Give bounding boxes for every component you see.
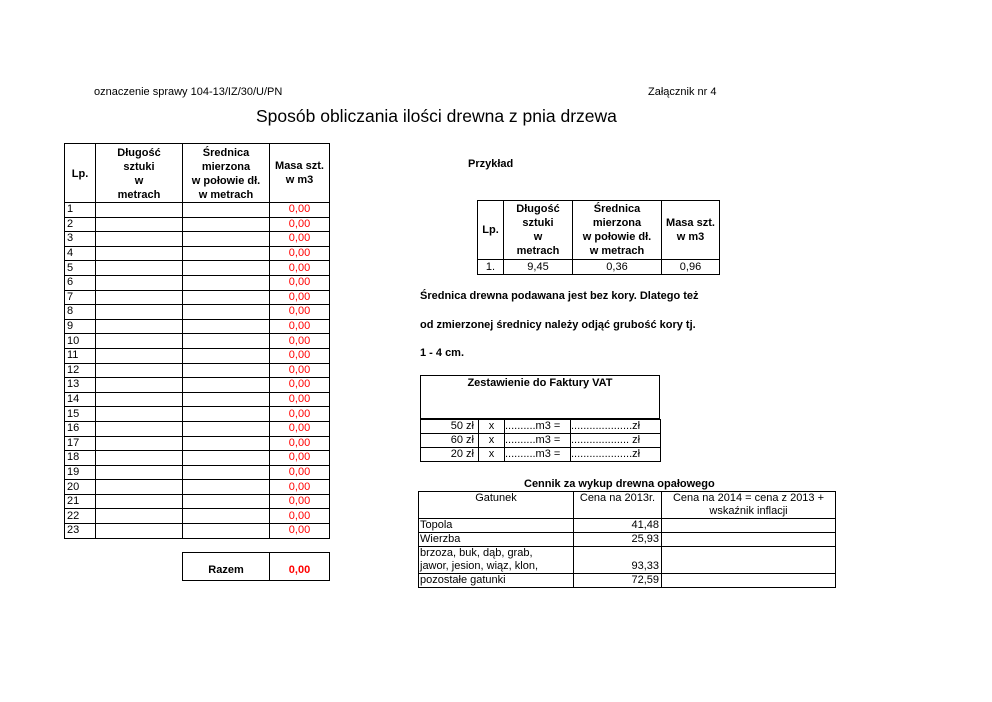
row-lp: 13 [65,378,96,393]
row-mass: 0,00 [270,319,330,334]
row-mass: 0,00 [270,451,330,466]
table-row [65,290,330,305]
price-header-2014: Cena na 2014 = cena z 2013 + wskaźnik inflacji [662,492,836,519]
row-length-cell[interactable] [96,246,183,261]
row-diameter-cell[interactable] [183,334,270,349]
row-lp: 2 [65,217,96,232]
vat-row [421,448,661,462]
example-header-diameter: Średnica mierzona w połowie dł. w metrach [573,201,662,260]
table-row [65,407,330,422]
note-line-2: od zmierzonej średnicy należy odjąć grubość kory tj. [420,319,696,331]
price-2014[interactable] [662,547,836,574]
price-row [419,574,836,588]
row-lp: 12 [65,363,96,378]
table-row [65,465,330,480]
vat-x: x [479,420,505,434]
row-length-cell[interactable] [96,465,183,480]
row-length-cell[interactable] [96,348,183,363]
price-2013: 41,48 [574,519,662,533]
row-mass: 0,00 [270,217,330,232]
row-length-cell[interactable] [96,334,183,349]
row-lp: 6 [65,275,96,290]
row-diameter-cell[interactable] [183,451,270,466]
row-diameter-cell[interactable] [183,203,270,218]
table-row [65,451,330,466]
row-length-cell[interactable] [96,524,183,539]
header-length: Długość sztuki w metrach [96,144,183,203]
total-label: Razem [183,553,270,581]
example-table [477,200,720,275]
vat-x: x [479,448,505,462]
row-diameter-cell[interactable] [183,392,270,407]
row-diameter-cell[interactable] [183,217,270,232]
row-lp: 20 [65,480,96,495]
row-mass: 0,00 [270,305,330,320]
example-mass: 0,96 [662,260,720,275]
example-label: Przykład [468,158,514,170]
price-list-title: Cennik za wykup drewna opałowego [524,478,715,490]
table-row [65,378,330,393]
vat-x: x [479,434,505,448]
vat-value[interactable]: ....................zł [571,420,661,434]
row-length-cell[interactable] [96,217,183,232]
attachment-label: Załącznik nr 4 [648,86,717,98]
table-row [65,217,330,232]
row-mass: 0,00 [270,407,330,422]
row-mass: 0,00 [270,465,330,480]
row-lp: 19 [65,465,96,480]
row-lp: 11 [65,348,96,363]
row-mass: 0,00 [270,363,330,378]
total-value: 0,00 [270,553,330,581]
row-diameter-cell[interactable] [183,436,270,451]
main-table [64,143,330,539]
row-length-cell[interactable] [96,480,183,495]
note-line-1: Średnica drewna podawana jest bez kory. Dlatego też [420,290,699,302]
row-diameter-cell[interactable] [183,524,270,539]
row-length-cell[interactable] [96,319,183,334]
table-row [65,232,330,247]
table-row [65,275,330,290]
row-diameter-cell[interactable] [183,232,270,247]
example-header-length: Długość sztuki w metrach [504,201,573,260]
row-mass: 0,00 [270,392,330,407]
row-length-cell[interactable] [96,509,183,524]
row-lp: 23 [65,524,96,539]
row-diameter-cell[interactable] [183,275,270,290]
vat-price: 50 zł [421,420,479,434]
row-mass: 0,00 [270,334,330,349]
row-diameter-cell[interactable] [183,290,270,305]
row-length-cell[interactable] [96,232,183,247]
row-lp: 4 [65,246,96,261]
row-lp: 10 [65,334,96,349]
price-2013: 93,33 [574,547,662,574]
row-lp: 16 [65,421,96,436]
price-2014[interactable] [662,574,836,588]
table-row [65,261,330,276]
row-length-cell[interactable] [96,392,183,407]
example-header-lp: Lp. [478,201,504,260]
table-row [65,436,330,451]
row-diameter-cell[interactable] [183,305,270,320]
row-length-cell[interactable] [96,421,183,436]
row-diameter-cell[interactable] [183,246,270,261]
row-mass: 0,00 [270,436,330,451]
table-row [65,524,330,539]
row-lp: 15 [65,407,96,422]
price-row [419,547,836,574]
row-mass: 0,00 [270,509,330,524]
table-row [65,480,330,495]
row-mass: 0,00 [270,246,330,261]
row-length-cell[interactable] [96,494,183,509]
row-diameter-cell[interactable] [183,407,270,422]
row-lp: 17 [65,436,96,451]
case-reference: oznaczenie sprawy 104-13/IZ/30/U/PN [94,86,283,98]
header-diameter: Średnica mierzona w połowie dł. w metrach [183,144,270,203]
row-lp: 3 [65,232,96,247]
vat-value[interactable]: ................... zł [571,434,661,448]
price-header-2013: Cena na 2013r. [574,492,662,519]
row-diameter-cell[interactable] [183,421,270,436]
header-lp: Lp. [65,144,96,203]
vat-m3[interactable]: ..........m3 = [505,420,571,434]
price-2014[interactable] [662,519,836,533]
row-diameter-cell[interactable] [183,465,270,480]
table-row [65,348,330,363]
vat-value[interactable]: ....................zł [571,448,661,462]
row-mass: 0,00 [270,261,330,276]
row-length-cell[interactable] [96,436,183,451]
page-title: Sposób obliczania ilości drewna z pnia drzewa [256,106,617,126]
row-lp: 8 [65,305,96,320]
table-row [65,334,330,349]
example-lp: 1. [478,260,504,275]
table-row [65,305,330,320]
example-header-mass: Masa szt. w m3 [662,201,720,260]
table-row [65,319,330,334]
row-lp: 14 [65,392,96,407]
total-table [182,552,330,581]
example-diameter: 0,36 [573,260,662,275]
table-row [65,392,330,407]
row-length-cell[interactable] [96,275,183,290]
row-diameter-cell[interactable] [183,378,270,393]
row-diameter-cell[interactable] [183,348,270,363]
price-species: pozostałe gatunki [419,574,574,588]
row-length-cell[interactable] [96,305,183,320]
row-lp: 9 [65,319,96,334]
row-lp: 5 [65,261,96,276]
row-mass: 0,00 [270,290,330,305]
table-row [65,203,330,218]
row-diameter-cell[interactable] [183,261,270,276]
row-mass: 0,00 [270,275,330,290]
row-mass: 0,00 [270,348,330,363]
row-mass: 0,00 [270,232,330,247]
row-diameter-cell[interactable] [183,509,270,524]
price-list-table [418,491,836,588]
row-mass: 0,00 [270,421,330,436]
price-species: Topola [419,519,574,533]
row-length-cell[interactable] [96,290,183,305]
row-diameter-cell[interactable] [183,494,270,509]
row-length-cell[interactable] [96,407,183,422]
price-2013: 72,59 [574,574,662,588]
row-lp: 7 [65,290,96,305]
table-row [65,363,330,378]
row-lp: 1 [65,203,96,218]
row-mass: 0,00 [270,480,330,495]
row-diameter-cell[interactable] [183,319,270,334]
example-length: 9,45 [504,260,573,275]
note-line-3: 1 - 4 cm. [420,347,465,359]
row-lp: 21 [65,494,96,509]
row-diameter-cell[interactable] [183,363,270,378]
vat-price: 20 zł [421,448,479,462]
table-row [65,421,330,436]
header-mass: Masa szt. w m3 [270,144,330,203]
vat-row [421,420,661,434]
vat-table [420,419,661,462]
price-header-species: Gatunek [419,492,574,519]
price-2013: 25,93 [574,533,662,547]
vat-m3[interactable]: ..........m3 = [505,434,571,448]
row-mass: 0,00 [270,494,330,509]
row-lp: 22 [65,509,96,524]
price-species: Wierzba [419,533,574,547]
price-2014[interactable] [662,533,836,547]
row-mass: 0,00 [270,203,330,218]
table-row [65,494,330,509]
vat-title: Zestawienie do Faktury VAT [467,377,613,389]
price-row [419,519,836,533]
row-length-cell[interactable] [96,363,183,378]
row-lp: 18 [65,451,96,466]
table-row [65,509,330,524]
row-length-cell[interactable] [96,378,183,393]
price-species: brzoza, buk, dąb, grab, jawor, jesion, wiąz, klon, [419,547,574,574]
table-row [65,246,330,261]
vat-m3[interactable]: ..........m3 = [505,448,571,462]
vat-price: 60 zł [421,434,479,448]
vat-row [421,434,661,448]
row-length-cell[interactable] [96,451,183,466]
price-row [419,533,836,547]
row-mass: 0,00 [270,524,330,539]
vat-box [420,375,660,419]
row-length-cell[interactable] [96,261,183,276]
row-diameter-cell[interactable] [183,480,270,495]
row-length-cell[interactable] [96,203,183,218]
row-mass: 0,00 [270,378,330,393]
